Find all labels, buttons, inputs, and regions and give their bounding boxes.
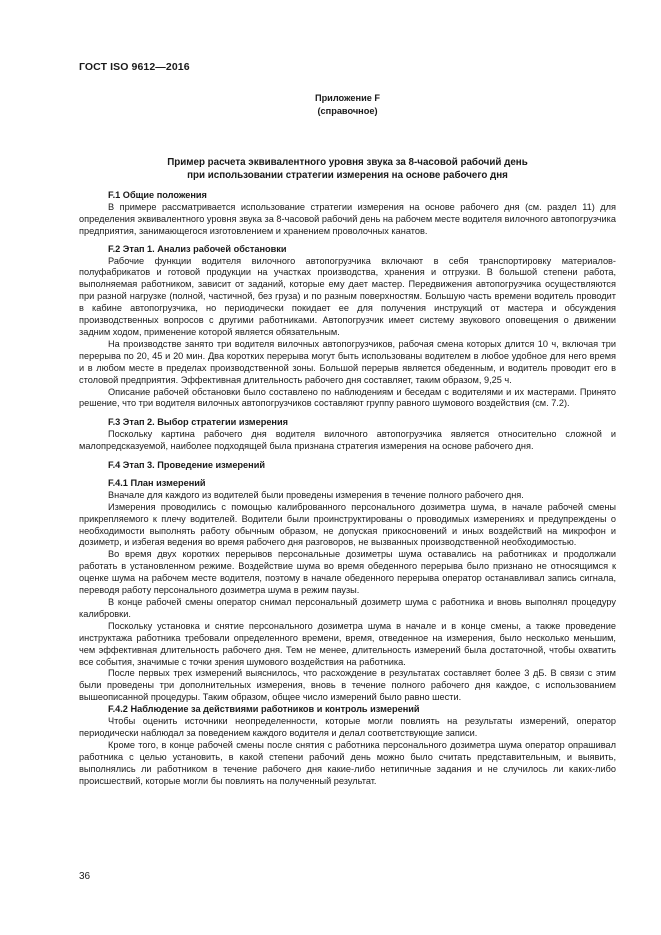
annex-note: (справочное) (317, 105, 378, 116)
section-heading-f4: F.4 Этап 3. Проведение измерений (108, 460, 265, 471)
annex-heading (0, 92, 661, 117)
document-title-line2: при использовании стратегии измерения на основе рабочего дня (187, 170, 508, 181)
paragraph: В примере рассматривается использование стратегии измерения на основе рабочего дня (см. раздел 11) для определения эквивалентного уровня звука за 8-часовой рабочий день на рабочем месте водителя вилочного автопогрузчика предприятия, занимающегося изготовлением и хранением проволочных канатов. (79, 201, 616, 236)
section-heading-f3: F.3 Этап 2. Выбор стратегии измерения (108, 417, 288, 428)
paragraph: Описание рабочей обстановки было составлено по наблюдениям и беседам с водителями и их мастерами. Принято решение, что три водителя вилочных автопогрузчиков составляют группу равного шумового воздействия (см. 7.2). (79, 386, 616, 409)
paragraph: Поскольку картина рабочего дня водителя вилочного автопогрузчика является относительно сложной и малопредсказуемой, наиболее подходящей была признана стратегия измерения на основе рабочего дня. (79, 429, 616, 452)
paragraph: Чтобы оценить источники неопределенности, которые могли повлиять на результаты измерений, оператор периодически наблюдал за поведением каждого водителя и делал соответствующие записи. (79, 716, 616, 738)
section-heading-f1: F.1 Общие положения (108, 190, 207, 200)
page-number: 36 (79, 871, 91, 882)
paragraph: После первых трех измерений выяснилось, что расхождение в результатах составляет более 3 дБ. В связи с этим были проведены три дополнительных измерения, вновь в течение полного рабочего дня каждое, с использованием вышеописанной процедуры. Таким образом, общее число измерений было равно шести. (79, 668, 616, 703)
subsection-heading-f42: F.4.2 Наблюдение за действиями работников и контроль измерений (108, 704, 420, 715)
paragraph: Во время двух коротких перерывов персональные дозиметры шума оставались на работниках и продолжали работать в установленном режиме. Воздействие шума во время обеденного перерыва было признано не относящимся к оценке шума на рабочем месте водителя, поэтому в начале обеденного перерыва оператор останавливал запись сигнала, переводя работу персонального дозиметра шума в режим паузы. (79, 549, 616, 596)
subsection-heading-f41: F.4.1 План измерений (108, 477, 206, 488)
paragraph: В конце рабочей смены оператор снимал персональный дозиметр шума с работника и вновь выполнял процедуру калибровки. (79, 597, 616, 619)
paragraph: Измерения проводились с помощью калиброванного персонального дозиметра шума, в начале рабочей смены прикрепляемого к плечу водителей. Водители были проинструктированы о проводимых измерениях и предупреждены о необходимости выполнять работу обычным образом, не допуская прикосновений и иных воздействий на микрофон и дозиметр, и избегая ведения во время рабочего дня разговоров, не вызванных производственной необходимостью. (79, 501, 616, 548)
paragraph: Вначале для каждого из водителей были проведены измерения в течение полного рабочего дня. (108, 489, 524, 500)
section-heading-f2: F.2 Этап 1. Анализ рабочей обстановки (108, 243, 287, 254)
paragraph: На производстве занято три водителя вилочных автопогрузчиков, рабочая смена которых длится 10 ч, включая три перерыва по 20, 45 и 20 мин. Два коротких перерыва могут быть использованы водителем в любое удобное для него время и в любом месте в пределах производственной зоны. Большой перерыв является обеденным, и водитель проводит его в столовой предприятия. Эффективная длительность рабочего дня составляет, таким образом, 9,25 ч. (79, 338, 616, 385)
paragraph: Рабочие функции водителя вилочного автопогрузчика включают в себя транспортировку материалов-полуфабрикатов и готовой продукции на участках производства, хранения и отгрузки. В большой степени работа, выполняемая работником, зависит от заданий, которые ему дает мастер. Передвижения автопогрузчика осуществляются при разной нагрузке (полной, частичной, без груза) и по разным поверхностям. Большую часть времени водитель проводит в кабине автопогрузчика, но периодически покидает ее для получения инструкций от мастера и обсуждения производственных вопросов с другими работниками. Автопогрузчик имеет систему звукового оповещения о движении задним ходом, применение которой является обязательным. (79, 255, 616, 337)
paragraph: Поскольку установка и снятие персонального дозиметра шума в начале и в конце смены, а также проведение инструктажа работника требовали определенного времени, время, отведенное на измерения, было несколько меньшим, чем эффективная длительность рабочего дня. Тем не менее, длительность измерений была достаточной, чтобы охватить все события, значимые с точки зрения шумового воздействия на работника. (79, 620, 616, 667)
document-title (79, 156, 616, 182)
document-body (79, 190, 616, 788)
standard-header: ГОСТ ISO 9612—2016 (79, 61, 190, 73)
paragraph: Кроме того, в конце рабочей смены после снятия с работника персонального дозиметра шума оператор опрашивал работника с целью установить, в какой степени рабочий день можно было считать представительным, и выявить, выполнялись ли работником в течение рабочего дня какие-либо нетипичные задания и не случилось ли каких-либо происшествий, которые могли бы повлиять на полученный результат. (79, 739, 616, 786)
annex-title: Приложение F (314, 93, 381, 103)
document-title-line1: Пример расчета эквивалентного уровня звука за 8-часовой рабочий день (167, 157, 528, 168)
